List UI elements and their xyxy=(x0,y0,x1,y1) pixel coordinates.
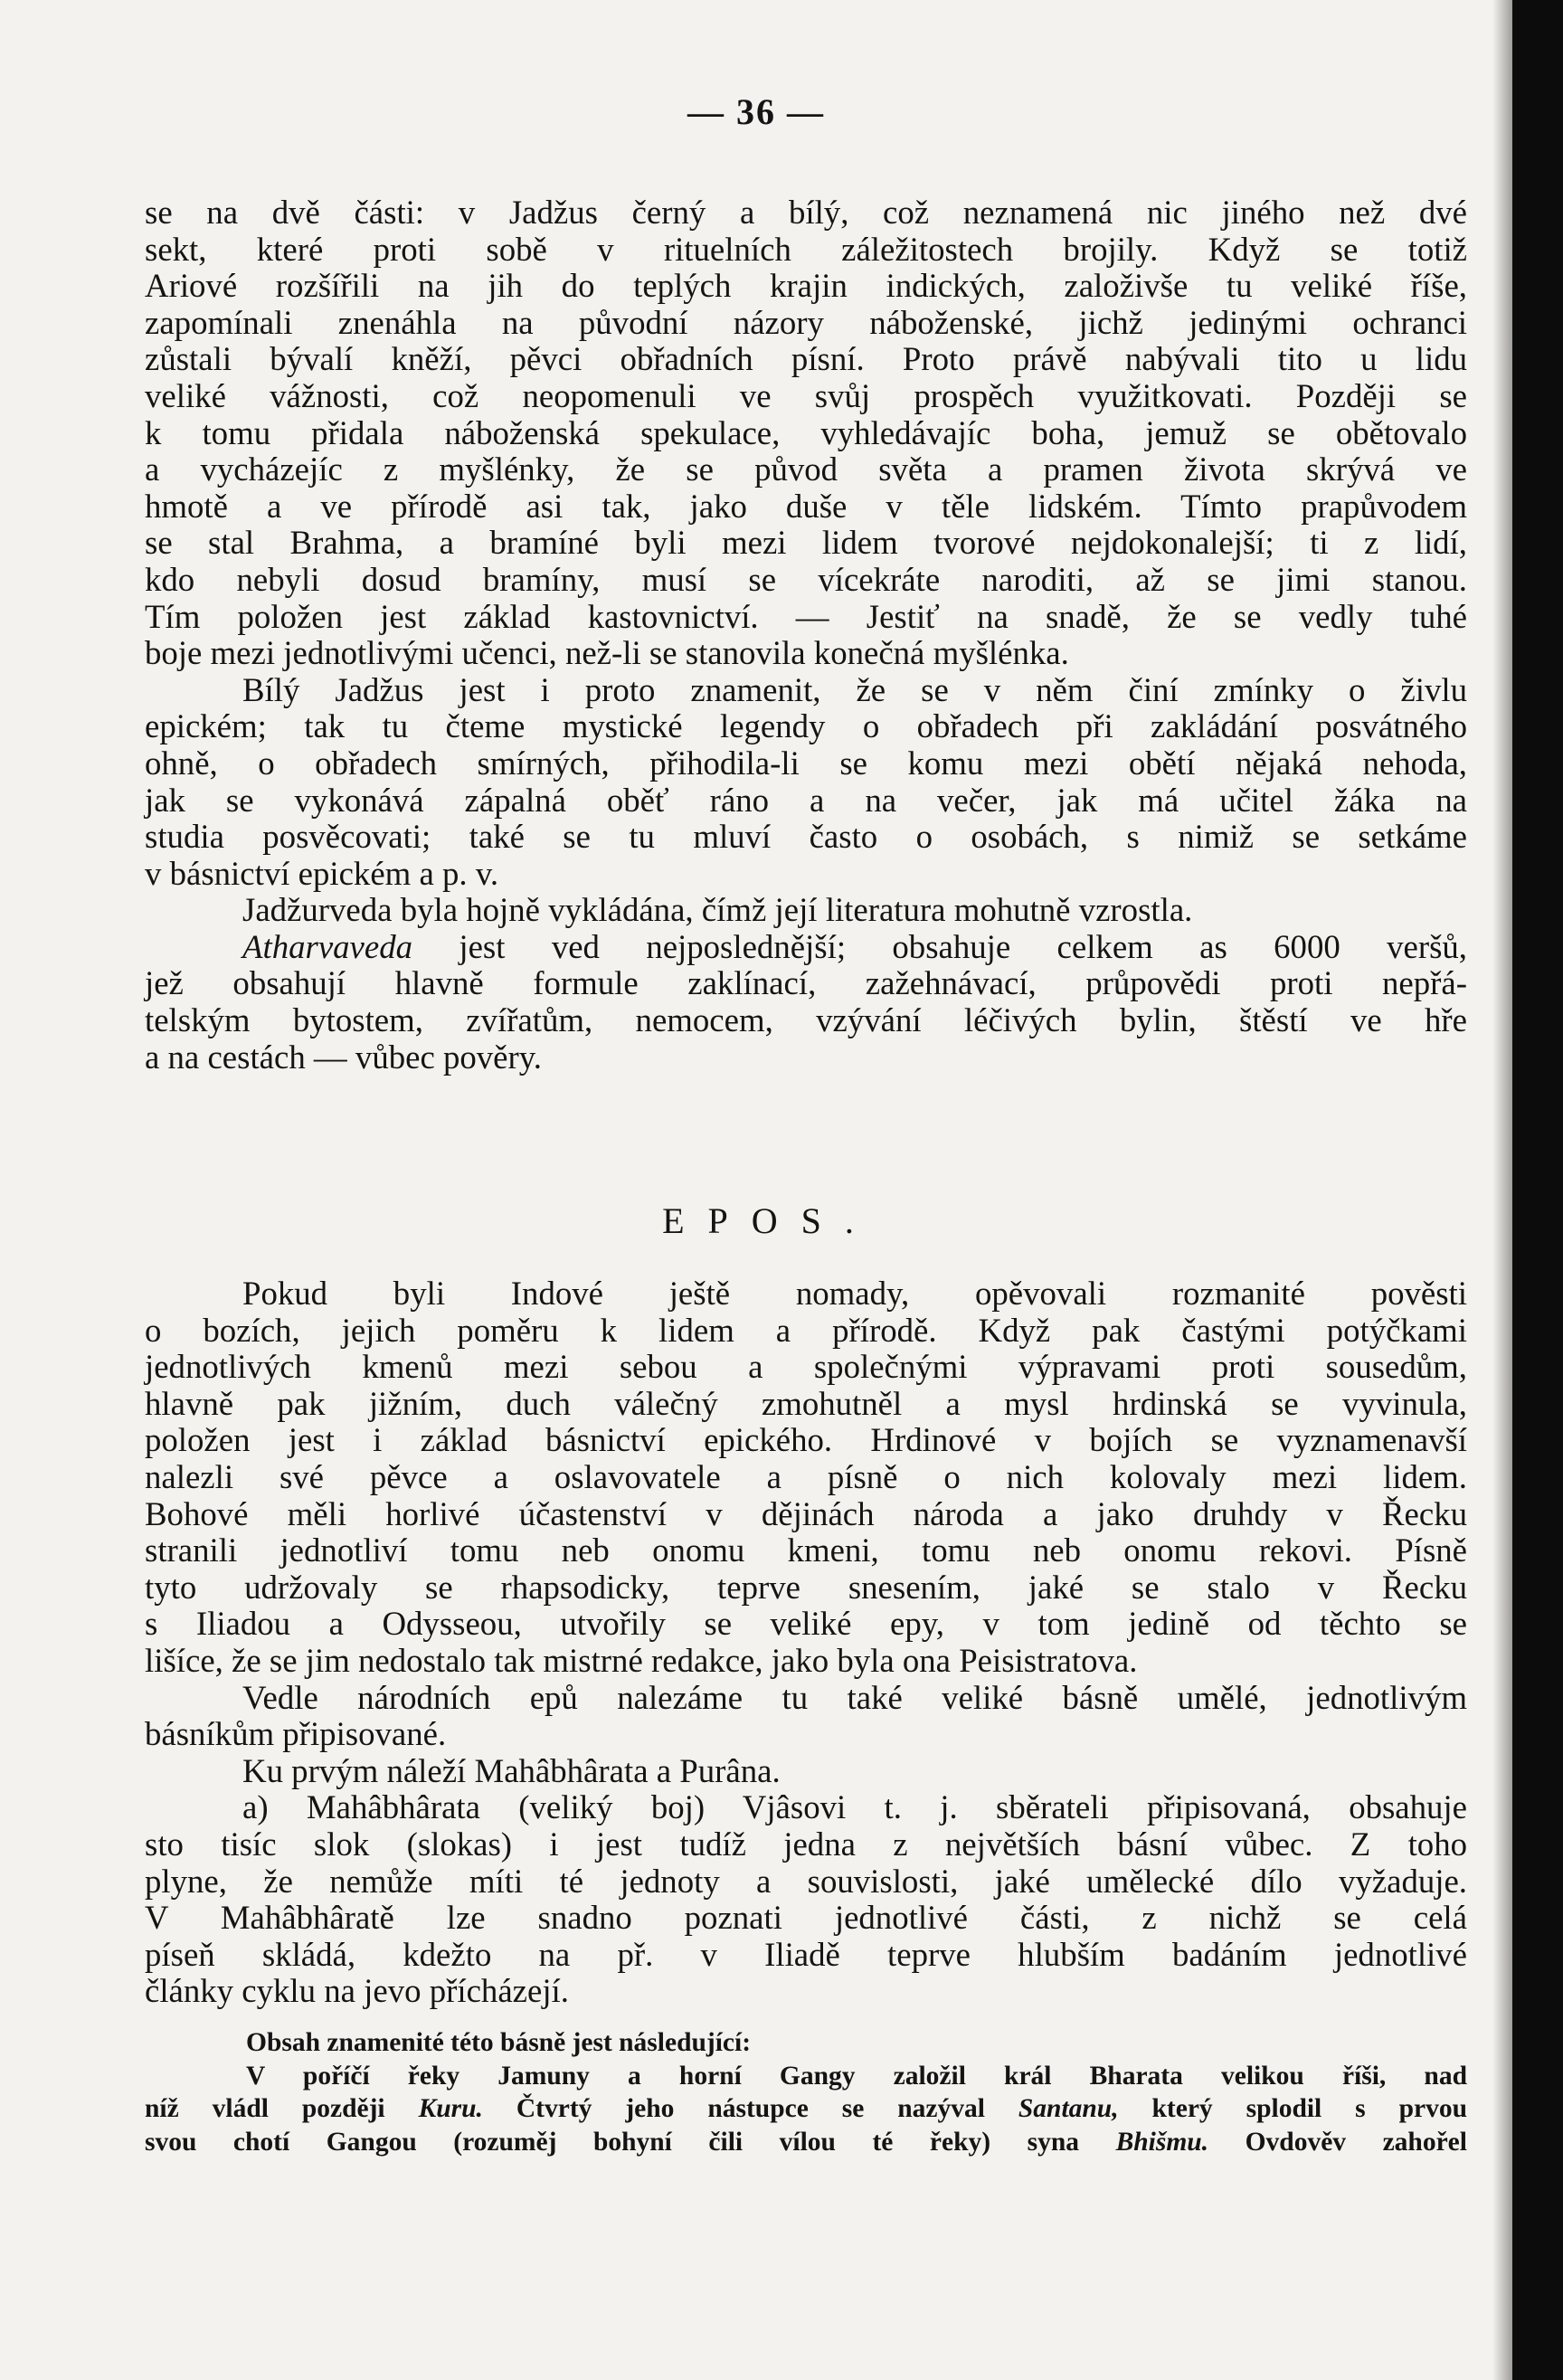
paragraph-epos-3 xyxy=(145,1753,1467,1790)
text-line: Vedle národních epů nalezáme tu také veliké básně umělé, jednotlivým xyxy=(242,1678,1467,1716)
text-span: svou chotí Gangou (rozuměj bohyní čili vílou té řeky) syna xyxy=(145,2127,1116,2157)
text-span: Čtvrtý jeho nástupce se nazýval xyxy=(482,2094,1018,2123)
text-line: stranili jednotliví tomu neb onomu kmeni, tomu neb onomu rekovi. Písně xyxy=(145,1531,1467,1569)
text-line: jež obsahují hlavně formule zaklínací, zažehnávací, průpovědi proti nepřá- xyxy=(145,964,1467,1002)
text-line: tyto udržovaly se rhapsodicky, teprve snesením, jaké se stalo v Řecku xyxy=(145,1568,1467,1606)
text-line: nalezli své pěvce a oslavovatele a písně o nich kolovaly mezi lidem. xyxy=(145,1457,1467,1495)
text-line: boje mezi jednotlivými učenci, než-li se stanovila konečná myšlénka. xyxy=(145,634,1069,672)
paragraph-2 xyxy=(145,672,1467,893)
text-line: a na cestách — vůbec pověry. xyxy=(145,1038,542,1076)
text-line: studia posvěcovati; také se tu mluví často o osobách, s nimiž se setkáme xyxy=(145,818,1467,856)
text-line: epickém; tak tu čteme mystické legendy o obřadech při zakládání posvátného xyxy=(145,707,1467,745)
text-line xyxy=(145,2092,1467,2126)
text-line: sto tisíc slok (slokas) i jest tudíž jedna z největších básní vůbec. Z toho xyxy=(145,1825,1467,1863)
text-line: se stal Brahma, a bramíné byli mezi lidem tvorové nejdokonalejší; ti z lidí, xyxy=(145,524,1467,562)
text-line: kdo nebyli dosud bramíny, musí se vícekráte naroditi, až se jimi stanou. xyxy=(145,560,1467,598)
atharvaveda-term: Atharvaveda xyxy=(242,927,413,965)
section-heading-epos: EPOS. xyxy=(662,1200,877,1241)
text-line: jak se vykonává zápalná oběť ráno a na večer, jak má učitel žáka na xyxy=(145,781,1467,819)
text-line: Bílý Jadžus jest i proto znamenit, že se v něm činí zmínky o živlu xyxy=(242,670,1467,708)
text-line: zůstali bývalí kněží, pěvci obřadních písní. Proto právě nabývali tito u lidu xyxy=(145,340,1467,378)
page-edge-shadow xyxy=(1492,0,1512,2380)
text-line: telským bytostem, zvířatům, nemocem, vzývání léčivých bylin, štěstí ve hře xyxy=(145,1001,1467,1039)
text-line: píseň skládá, kdežto na př. v Iliadě teprve hlubším badáním jednotlivé xyxy=(145,1935,1467,1973)
main-text xyxy=(145,194,1467,1076)
text-line: položen jest i základ básnictví epického. Hrdinové v bojích se vyznamenavší xyxy=(145,1421,1467,1459)
summary-lead: Obsah znamenité této básně jest následující: xyxy=(246,2028,752,2057)
text-span: který splodil s prvou xyxy=(1118,2094,1467,2123)
text-line: články cyklu na jevo přícházejí. xyxy=(145,1972,569,2010)
text-line: V Mahâbhâratě lze snadno poznati jednotlivé části, z nichž se celá xyxy=(145,1899,1467,1937)
text-line: Tím položen jest základ kastovnictví. — Jestiť na snadě, že se vedly tuhé xyxy=(145,597,1467,635)
text-line xyxy=(145,2126,1467,2159)
text-line: s Iliadou a Odysseou, utvořily se veliké epy, v tom jedině od těchto se xyxy=(145,1605,1467,1643)
paragraph-atharvaveda xyxy=(145,929,1467,1076)
text-line: sekt, které proti sobě v rituelních záležitostech brojily. Když se totiž xyxy=(145,230,1467,268)
text-line: o bozích, jejich poměru k lidem a přírodě. Když pak častými potýčkami xyxy=(145,1311,1467,1349)
text-line: zapomínali znenáhla na původní názory náboženské, jichž jedinými ochranci xyxy=(145,303,1467,341)
text-line: veliké vážnosti, což neopomenuli ve svůj prospěch využitkovati. Později se xyxy=(145,376,1467,414)
name-santanu: Santanu, xyxy=(1018,2094,1119,2123)
text-line: lišíce, že se jim nedostalo tak mistrné redakce, jako byla ona Peisistratova. xyxy=(145,1641,1138,1679)
text-line: Pokud byli Indové ještě nomady, opěvovali rozmanité pověsti xyxy=(242,1275,1467,1312)
paragraph-epos-4 xyxy=(145,1789,1467,2010)
name-kuru: Kuru. xyxy=(418,2094,483,2123)
text-span: níž vládl později xyxy=(145,2094,419,2123)
text-line: plyne, že nemůže míti té jednoty a souvislosti, jaké umělecké dílo vyžaduje. xyxy=(145,1862,1467,1900)
text-line xyxy=(145,929,1467,966)
paragraph-epos-2 xyxy=(145,1680,1467,1753)
text-line: básníkům připisované. xyxy=(145,1715,447,1753)
text-line: hmotě a ve přírodě asi tak, jako duše v těle lidském. Tímto prapůvodem xyxy=(145,487,1467,525)
paragraph-3 xyxy=(145,892,1467,929)
text-line: Ku prvým náleží Mahâbhârata a Purâna. xyxy=(242,1751,781,1789)
small-print-summary xyxy=(145,2026,1467,2158)
text-line: jednotlivých kmenů mezi sebou a společnými výpravami proti sousedům, xyxy=(145,1348,1467,1386)
text-line: k tomu přidala náboženská spekulace, vyhledávajíc boha, jemuž se obětovalo xyxy=(145,413,1467,451)
text-line: Jadžurveda byla hojně vykládána, čímž její literatura mohutně vzrostla. xyxy=(242,891,1193,929)
name-bhismu: Bhišmu. xyxy=(1115,2127,1209,2157)
text-span: jest ved nejposlednější; obsahuje celkem as 6000 veršů, xyxy=(412,927,1467,965)
text-line: a) Mahâbhârata (veliký boj) Vjâsovi t. j. sběrateli připisovaná, obsahuje xyxy=(242,1788,1467,1826)
text-line: hlavně pak jižním, duch válečný zmohutněl a mysl hrdinská se vyvinula, xyxy=(145,1384,1467,1422)
text-line: V poříčí řeky Jamuny a horní Gangy založil král Bharata velikou říši, nad xyxy=(246,2061,1467,2091)
text-line: v básnictví epickém a p. v. xyxy=(145,854,499,892)
text-span: Ovdověv zahořel xyxy=(1208,2127,1467,2157)
text-line: Bohové měli horlivé účastenství v dějinách národa a jako druhdy v Řecku xyxy=(145,1494,1467,1532)
page-number: — 36 — xyxy=(687,91,825,132)
text-line: a vycházejíc z myšlénky, že se původ světa a pramen života skrývá ve xyxy=(145,450,1467,488)
paragraph-epos-1 xyxy=(145,1275,1467,1680)
paragraph-1 xyxy=(145,194,1467,672)
epos-text xyxy=(145,1275,1467,2010)
text-line: Ariové rozšířili na jih do teplých krajin indických, založivše tu veliké říše, xyxy=(145,267,1467,305)
text-line: se na dvě části: v Jadžus černý a bílý, což neznamená nic jiného než dvé xyxy=(145,194,1467,231)
text-line: ohně, o obřadech smírných, přihodila-li se komu mezi obětí nějaká nehoda, xyxy=(145,744,1467,782)
